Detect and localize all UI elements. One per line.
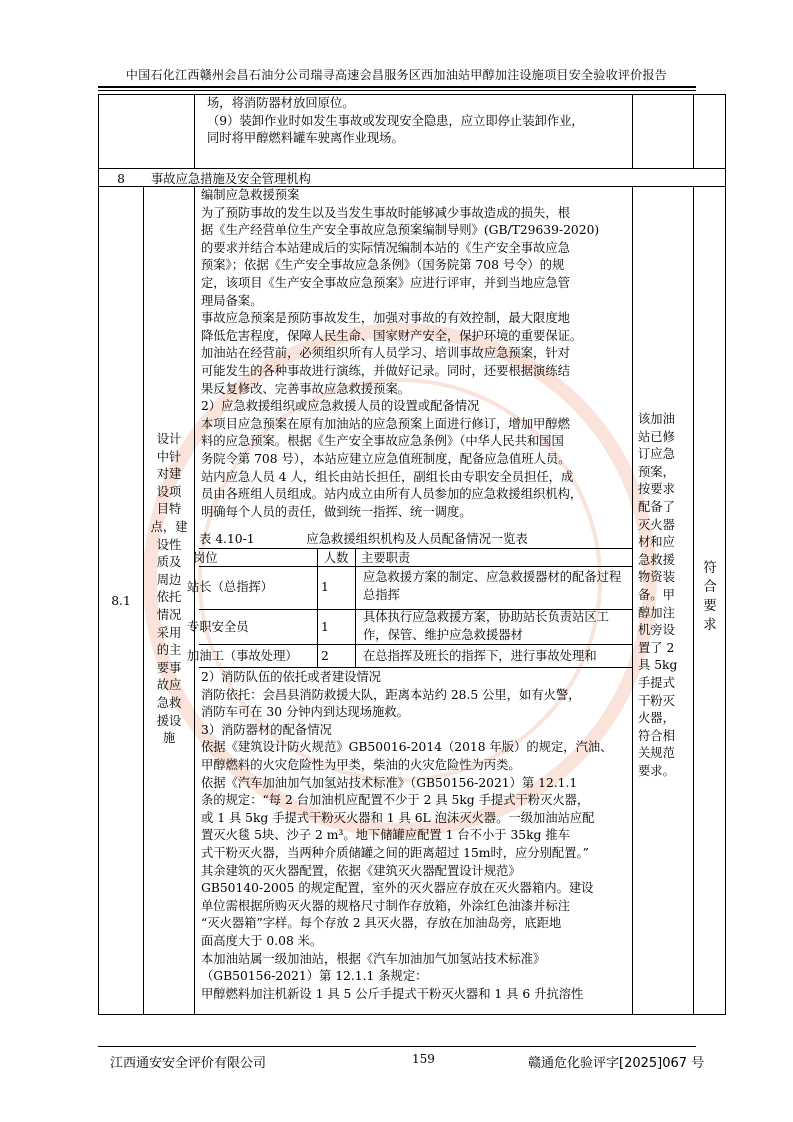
evaluation-table: [98, 94, 726, 1015]
content-line: 2）应急救援组织或应急救援人员的设置或配备情况: [201, 399, 480, 414]
content-line: 定，该项目《生产安全事故应急预案》应进行评审，并到当地应急管: [201, 275, 570, 290]
row-8-1-item: 设计 中针 对建 设项 目特 点，建 设性 质及 周边 依托 情况 采用 的主 要事 故应 急救 援设 施: [150, 432, 188, 746]
prev-row-content: [203, 95, 633, 148]
content-line: 编制应急救援预案: [201, 188, 300, 202]
inner-td-count: 1: [321, 620, 329, 634]
content-line: 置灭火毯 5块、沙子 2 m³。地下储罐应配置 1 台不小于 35kg 推车: [201, 828, 570, 843]
content-line: 员由各班组人员组成。站内成立由所有人员参加的应急救援组织机构，: [201, 487, 583, 502]
content-line: 依据《建筑设计防火规范》GB50016-2014（2018 年版）的规定，汽油、: [201, 740, 613, 755]
content-line: 本项目应急预案在原有加油站的应急预案上面进行修订，增加甲醇燃: [201, 416, 570, 431]
content-line: 消防车可在 30 分钟内到达现场施救。: [201, 705, 409, 720]
page-number: 159: [412, 1052, 435, 1066]
inner-td-post: 加油工（事故处理）: [187, 649, 298, 663]
content-line: 务院令第 708 号），本站应建立应急值班制度，配备应急值班人员。: [201, 451, 571, 466]
content-line: 单位需根据所购灭火器的规格尺寸制作存放箱，外涂红色油漆并标注: [201, 898, 570, 913]
inner-td-count: 2: [321, 649, 329, 663]
content-line: 的要求并结合本站建成后的实际情况编制本站的《生产安全事故应急: [201, 240, 570, 255]
content-line: 据《生产经营单位生产安全事故应急预案编制导则》(GB/T29639-2020): [201, 223, 600, 238]
content-line: （GB50156-2021）第 12.1.1 条规定：: [201, 969, 428, 984]
footer-rule: [98, 1046, 696, 1047]
prev-line: 场，将消防器材放回原位。: [207, 96, 355, 110]
header-rule: [98, 86, 696, 88]
content-line: 事故应急预案是预防事故发生，加强对事故的有效控制，最大限度地: [201, 311, 570, 326]
content-line: 面高度大于 0.08 米。: [201, 933, 323, 948]
content-line: 其余建筑的灭火器配置，依据《建筑灭火器配置设计规范》: [201, 863, 521, 878]
content-line: 降低危害程度，保障人民生命、国家财产安全，保护环境的重要保证。: [201, 328, 583, 343]
inner-table-caption: [199, 531, 629, 549]
content-line: 消防依托：会昌县消防救援大队，距离本站约 28.5 公里，如有火警，: [201, 687, 581, 702]
inner-th-count: 人数: [323, 551, 349, 565]
content-line: 明确每个人员的责任，做到统一指挥、统一调度。: [201, 504, 472, 519]
footer-company: 江西通安安全评价有限公司: [110, 1056, 267, 1071]
content-line: 条的规定：“每 2 台加油机应配置不少于 2 具 5kg 手提式干粉灭火器，: [201, 793, 590, 808]
row-8-1-actual: 该加油 站已修 订应急 预案， 按要求 配备了 灭火器 材和应 急救援 物资装 备。甲 醇加注 机旁设 置了 2 具 5kg 手提式 干粉灭 火器， 符合相 关规范 要求。: [638, 412, 678, 778]
content-line: 加油站在经营前，必须组织所有人员学习、培训事故应急预案，针对: [201, 346, 570, 361]
content-line: 预案》；依据《生产安全事故应急条例》（国务院第 708 号令）的规: [201, 258, 565, 273]
content-line: 本加油站属一级加油站，根据《汽车加油加气加氢站技术标准》: [201, 951, 546, 966]
row-8-1-result: 符 合 要 求: [703, 560, 717, 633]
content-line: 依据《汽车加油加气加氢站技术标准》（GB50156-2021）第 12.1.1: [201, 775, 578, 790]
inner-td-post: 站长（总指挥）: [187, 580, 274, 594]
content-line: 2）消防队伍的依托或者建设情况: [201, 670, 381, 684]
row-8-number: 8: [117, 172, 125, 186]
inner-td-duty: 在总指挥及班长的指挥下，进行事故处理和: [363, 649, 597, 663]
content-line: 甲醇燃料的火灾危险性为甲类，柴油的火灾危险性为丙类。: [201, 757, 521, 772]
inner-th-duty: 主要职责: [361, 551, 411, 565]
row-8-1-content-a: [199, 187, 631, 521]
content-line: 3）消防器材的配备情况: [201, 722, 332, 737]
report-header: 中国石化江西赣州会昌石油分公司瑞寻高速会昌服务区西加油站甲醇加注设施项目安全验收评价报告: [125, 68, 668, 82]
inner-td-duty: 应急救援方案的制定、应急救援器材的配备过程总指挥: [363, 570, 622, 602]
content-line: 式干粉灭火器，当两种介质储罐之间的距离超过 15m时，应分别配置。”: [201, 845, 589, 860]
content-line: 为了预防事故的发生以及当发生事故时能够减少事故造成的损失，根: [201, 205, 570, 220]
content-line: “灭火器箱”字样。每个存放 2 具灭火器，存放在加油岛旁，底距地: [201, 916, 562, 931]
content-line: 料的应急预案。根据《生产安全事故应急条例》（中华人民共和国国: [201, 434, 564, 449]
content-line: 站内应急人员 4 人，组长由站长担任，副组长由专职安全员担任，成: [201, 469, 574, 484]
content-line: 或 1 具 5kg 手提式干粉灭火器和 1 具 6L 泡沫灭火器。一级加油站应配: [201, 810, 595, 825]
content-line: 甲醇燃料加注机新设 1 具 5 公斤手提式干粉灭火器和 1 具 6 升抗溶性: [201, 986, 584, 1001]
prev-line: （9）装卸作业时如发生事故或发现安全隐患，应立即停止装卸作业，: [207, 113, 584, 128]
inner-td-duty: 具体执行应急救援方案，协助站长负责站区工作，保管、维护应急救援器材: [363, 610, 609, 642]
content-line: GB50140-2005 的规定配置，室外的灭火器应存放在灭火器箱内。建设: [201, 881, 594, 896]
inner-td-post: 专职安全员: [187, 620, 249, 634]
header-rule-thin: [98, 90, 696, 91]
row-8-title: 事故应急措施及安全管理机构: [151, 172, 311, 186]
report-code: 赣通危化验评字[2025]067 号: [528, 1056, 705, 1071]
inner-table-title: 应急救援组织机构及人员配备情况一览表: [306, 532, 528, 546]
inner-td-count: 1: [321, 580, 329, 594]
row-8-1-content-b: [199, 669, 631, 1003]
prev-line: 同时将甲醇燃料罐车驶离作业现场。: [207, 131, 404, 146]
content-line: 可能发生的各种事故进行演练，并做好记录。同时，还要根据演练结: [201, 363, 570, 378]
inner-table-number: 表 4.10-1: [199, 532, 255, 546]
content-line: 理局备案。: [201, 293, 263, 308]
content-line: 果反复修改、完善事故应急救援预案。: [201, 381, 411, 396]
row-8-1-number: 8.1: [111, 594, 131, 608]
inner-th-post: 岗位: [193, 551, 218, 565]
